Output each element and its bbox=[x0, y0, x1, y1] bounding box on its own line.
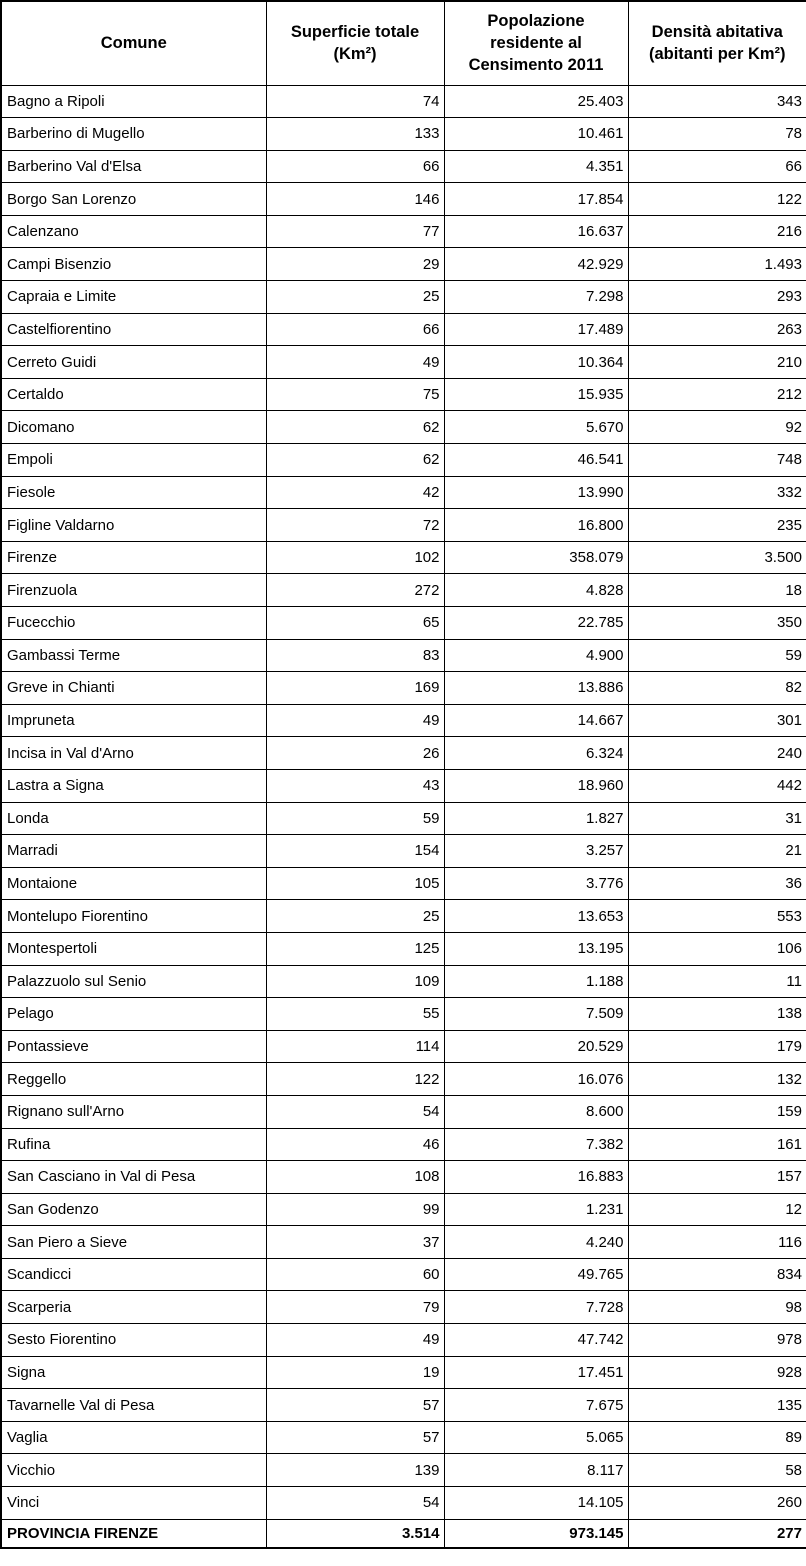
cell-superficie-totale: 272 bbox=[266, 574, 444, 607]
cell-densita: 1.493 bbox=[628, 248, 806, 281]
cell-superficie-totale: 19 bbox=[266, 1356, 444, 1389]
table-row bbox=[1, 541, 806, 574]
cell-popolazione: 15.935 bbox=[444, 378, 628, 411]
cell-comune: Scandicci bbox=[1, 1258, 266, 1291]
cell-densita: 442 bbox=[628, 769, 806, 802]
cell-popolazione: 46.541 bbox=[444, 444, 628, 477]
cell-densita: 21 bbox=[628, 835, 806, 868]
cell-superficie-totale: 57 bbox=[266, 1421, 444, 1454]
cell-popolazione: 16.800 bbox=[444, 509, 628, 542]
cell-popolazione: 20.529 bbox=[444, 1030, 628, 1063]
table-row bbox=[1, 118, 806, 151]
cell-total-popolazione: 973.145 bbox=[444, 1519, 628, 1548]
table-row bbox=[1, 378, 806, 411]
cell-superficie-totale: 169 bbox=[266, 672, 444, 705]
cell-popolazione: 14.105 bbox=[444, 1487, 628, 1520]
cell-densita: 89 bbox=[628, 1421, 806, 1454]
cell-popolazione: 1.827 bbox=[444, 802, 628, 835]
cell-superficie-totale: 65 bbox=[266, 607, 444, 640]
header-label: Comune bbox=[100, 34, 167, 53]
cell-popolazione: 8.600 bbox=[444, 1095, 628, 1128]
cell-superficie-totale: 79 bbox=[266, 1291, 444, 1324]
table-row bbox=[1, 965, 806, 998]
cell-densita: 301 bbox=[628, 704, 806, 737]
table-row bbox=[1, 444, 806, 477]
table-row bbox=[1, 1226, 806, 1259]
table-row bbox=[1, 509, 806, 542]
cell-superficie-totale: 66 bbox=[266, 150, 444, 183]
table-row bbox=[1, 1128, 806, 1161]
cell-superficie-totale: 108 bbox=[266, 1161, 444, 1194]
cell-comune: Montespertoli bbox=[1, 932, 266, 965]
table-row bbox=[1, 835, 806, 868]
cell-superficie-totale: 109 bbox=[266, 965, 444, 998]
cell-superficie-totale: 29 bbox=[266, 248, 444, 281]
cell-popolazione: 7.509 bbox=[444, 998, 628, 1031]
cell-densita: 179 bbox=[628, 1030, 806, 1063]
cell-densita: 3.500 bbox=[628, 541, 806, 574]
table-row bbox=[1, 183, 806, 216]
table-row bbox=[1, 313, 806, 346]
cell-densita: 92 bbox=[628, 411, 806, 444]
cell-superficie-totale: 59 bbox=[266, 802, 444, 835]
cell-popolazione: 25.403 bbox=[444, 85, 628, 118]
cell-superficie-totale: 49 bbox=[266, 1324, 444, 1357]
cell-popolazione: 5.670 bbox=[444, 411, 628, 444]
cell-comune: Reggello bbox=[1, 1063, 266, 1096]
cell-comune: San Godenzo bbox=[1, 1193, 266, 1226]
cell-comune: Barberino Val d'Elsa bbox=[1, 150, 266, 183]
cell-comune: Palazzuolo sul Senio bbox=[1, 965, 266, 998]
cell-comune: Impruneta bbox=[1, 704, 266, 737]
cell-comune: Lastra a Signa bbox=[1, 769, 266, 802]
cell-superficie-totale: 83 bbox=[266, 639, 444, 672]
cell-popolazione: 47.742 bbox=[444, 1324, 628, 1357]
cell-popolazione: 49.765 bbox=[444, 1258, 628, 1291]
cell-comune: Capraia e Limite bbox=[1, 281, 266, 314]
cell-comune: Marradi bbox=[1, 835, 266, 868]
table-row bbox=[1, 639, 806, 672]
cell-densita: 59 bbox=[628, 639, 806, 672]
cell-popolazione: 17.854 bbox=[444, 183, 628, 216]
table-row bbox=[1, 867, 806, 900]
cell-densita: 12 bbox=[628, 1193, 806, 1226]
cell-comune: Gambassi Terme bbox=[1, 639, 266, 672]
cell-comune: Campi Bisenzio bbox=[1, 248, 266, 281]
cell-comune: Scarperia bbox=[1, 1291, 266, 1324]
cell-superficie-totale: 154 bbox=[266, 835, 444, 868]
cell-densita: 36 bbox=[628, 867, 806, 900]
header-row bbox=[1, 1, 806, 85]
cell-comune: Signa bbox=[1, 1356, 266, 1389]
table-row bbox=[1, 215, 806, 248]
cell-superficie-totale: 62 bbox=[266, 444, 444, 477]
cell-popolazione: 3.257 bbox=[444, 835, 628, 868]
cell-popolazione: 13.886 bbox=[444, 672, 628, 705]
header-label: (Km²) bbox=[333, 45, 377, 64]
header-label: Censimento 2011 bbox=[468, 56, 604, 75]
cell-superficie-totale: 46 bbox=[266, 1128, 444, 1161]
cell-popolazione: 1.231 bbox=[444, 1193, 628, 1226]
cell-densita: 132 bbox=[628, 1063, 806, 1096]
table-row bbox=[1, 998, 806, 1031]
header-label: residente al bbox=[490, 34, 582, 53]
cell-densita: 161 bbox=[628, 1128, 806, 1161]
cell-superficie-totale: 37 bbox=[266, 1226, 444, 1259]
cell-popolazione: 7.382 bbox=[444, 1128, 628, 1161]
cell-densita: 157 bbox=[628, 1161, 806, 1194]
cell-densita: 235 bbox=[628, 509, 806, 542]
cell-densita: 82 bbox=[628, 672, 806, 705]
cell-comune: Barberino di Mugello bbox=[1, 118, 266, 151]
cell-popolazione: 4.351 bbox=[444, 150, 628, 183]
cell-comune: Firenze bbox=[1, 541, 266, 574]
cell-comune: Empoli bbox=[1, 444, 266, 477]
cell-comune: Vaglia bbox=[1, 1421, 266, 1454]
cell-popolazione: 13.990 bbox=[444, 476, 628, 509]
table-row bbox=[1, 1487, 806, 1520]
table-row bbox=[1, 1193, 806, 1226]
table-body bbox=[1, 85, 806, 1519]
cell-superficie-totale: 77 bbox=[266, 215, 444, 248]
table-header bbox=[1, 1, 806, 85]
table-row bbox=[1, 85, 806, 118]
table-row bbox=[1, 281, 806, 314]
table-row bbox=[1, 737, 806, 770]
cell-superficie-totale: 66 bbox=[266, 313, 444, 346]
table-row bbox=[1, 1063, 806, 1096]
cell-densita: 210 bbox=[628, 346, 806, 379]
cell-superficie-totale: 60 bbox=[266, 1258, 444, 1291]
table-row bbox=[1, 932, 806, 965]
cell-popolazione: 16.076 bbox=[444, 1063, 628, 1096]
cell-superficie-totale: 26 bbox=[266, 737, 444, 770]
cell-densita: 159 bbox=[628, 1095, 806, 1128]
cell-densita: 122 bbox=[628, 183, 806, 216]
cell-densita: 78 bbox=[628, 118, 806, 151]
cell-popolazione: 10.461 bbox=[444, 118, 628, 151]
cell-comune: Rignano sull'Arno bbox=[1, 1095, 266, 1128]
cell-densita: 834 bbox=[628, 1258, 806, 1291]
column-header-popolazione bbox=[444, 1, 628, 85]
cell-comune: Montelupo Fiorentino bbox=[1, 900, 266, 933]
cell-comune: Londa bbox=[1, 802, 266, 835]
cell-popolazione: 14.667 bbox=[444, 704, 628, 737]
cell-superficie-totale: 49 bbox=[266, 346, 444, 379]
cell-comune: Tavarnelle Val di Pesa bbox=[1, 1389, 266, 1422]
cell-superficie-totale: 25 bbox=[266, 281, 444, 314]
table-row bbox=[1, 1324, 806, 1357]
cell-densita: 332 bbox=[628, 476, 806, 509]
cell-densita: 31 bbox=[628, 802, 806, 835]
cell-popolazione: 16.883 bbox=[444, 1161, 628, 1194]
cell-superficie-totale: 75 bbox=[266, 378, 444, 411]
table-row bbox=[1, 802, 806, 835]
cell-superficie-totale: 114 bbox=[266, 1030, 444, 1063]
cell-comune: Dicomano bbox=[1, 411, 266, 444]
cell-popolazione: 42.929 bbox=[444, 248, 628, 281]
header-label: Densità abitativa bbox=[651, 22, 783, 41]
cell-popolazione: 17.451 bbox=[444, 1356, 628, 1389]
cell-popolazione: 4.240 bbox=[444, 1226, 628, 1259]
cell-popolazione: 1.188 bbox=[444, 965, 628, 998]
cell-densita: 978 bbox=[628, 1324, 806, 1357]
cell-comune: San Casciano in Val di Pesa bbox=[1, 1161, 266, 1194]
cell-popolazione: 5.065 bbox=[444, 1421, 628, 1454]
cell-popolazione: 17.489 bbox=[444, 313, 628, 346]
cell-comune: Montaione bbox=[1, 867, 266, 900]
cell-comune: Pelago bbox=[1, 998, 266, 1031]
cell-densita: 18 bbox=[628, 574, 806, 607]
cell-popolazione: 6.324 bbox=[444, 737, 628, 770]
table-row bbox=[1, 1454, 806, 1487]
cell-popolazione: 10.364 bbox=[444, 346, 628, 379]
header-label: Superficie totale bbox=[290, 22, 420, 41]
cell-comune: Castelfiorentino bbox=[1, 313, 266, 346]
table-row bbox=[1, 1030, 806, 1063]
cell-total-label: PROVINCIA FIRENZE bbox=[1, 1519, 266, 1548]
table-row bbox=[1, 1291, 806, 1324]
cell-total-densita: 277 bbox=[628, 1519, 806, 1548]
column-header-comune bbox=[1, 1, 266, 85]
cell-comune: San Piero a Sieve bbox=[1, 1226, 266, 1259]
column-header-superficie-totale bbox=[266, 1, 444, 85]
cell-comune: Firenzuola bbox=[1, 574, 266, 607]
cell-comune: Rufina bbox=[1, 1128, 266, 1161]
cell-popolazione: 13.653 bbox=[444, 900, 628, 933]
cell-superficie-totale: 146 bbox=[266, 183, 444, 216]
cell-superficie-totale: 74 bbox=[266, 85, 444, 118]
cell-comune: Greve in Chianti bbox=[1, 672, 266, 705]
table-row bbox=[1, 672, 806, 705]
table-row bbox=[1, 1161, 806, 1194]
cell-densita: 98 bbox=[628, 1291, 806, 1324]
cell-densita: 350 bbox=[628, 607, 806, 640]
cell-superficie-totale: 133 bbox=[266, 118, 444, 151]
cell-popolazione: 22.785 bbox=[444, 607, 628, 640]
cell-comune: Fiesole bbox=[1, 476, 266, 509]
cell-superficie-totale: 62 bbox=[266, 411, 444, 444]
cell-densita: 928 bbox=[628, 1356, 806, 1389]
cell-comune: Sesto Fiorentino bbox=[1, 1324, 266, 1357]
cell-superficie-totale: 55 bbox=[266, 998, 444, 1031]
cell-densita: 11 bbox=[628, 965, 806, 998]
cell-comune: Figline Valdarno bbox=[1, 509, 266, 542]
cell-popolazione: 16.637 bbox=[444, 215, 628, 248]
cell-densita: 138 bbox=[628, 998, 806, 1031]
table-row bbox=[1, 574, 806, 607]
cell-densita: 748 bbox=[628, 444, 806, 477]
cell-popolazione: 358.079 bbox=[444, 541, 628, 574]
cell-popolazione: 7.298 bbox=[444, 281, 628, 314]
table-row bbox=[1, 1095, 806, 1128]
cell-densita: 116 bbox=[628, 1226, 806, 1259]
cell-popolazione: 8.117 bbox=[444, 1454, 628, 1487]
cell-superficie-totale: 72 bbox=[266, 509, 444, 542]
cell-densita: 216 bbox=[628, 215, 806, 248]
cell-superficie-totale: 42 bbox=[266, 476, 444, 509]
table-row bbox=[1, 411, 806, 444]
cell-superficie-totale: 99 bbox=[266, 1193, 444, 1226]
column-header-densita bbox=[628, 1, 806, 85]
cell-superficie-totale: 54 bbox=[266, 1487, 444, 1520]
table-row bbox=[1, 1356, 806, 1389]
cell-superficie-totale: 125 bbox=[266, 932, 444, 965]
cell-superficie-totale: 25 bbox=[266, 900, 444, 933]
cell-comune: Certaldo bbox=[1, 378, 266, 411]
cell-comune: Bagno a Ripoli bbox=[1, 85, 266, 118]
cell-superficie-totale: 57 bbox=[266, 1389, 444, 1422]
cell-superficie-totale: 54 bbox=[266, 1095, 444, 1128]
cell-superficie-totale: 43 bbox=[266, 769, 444, 802]
table-footer bbox=[1, 1519, 806, 1548]
cell-popolazione: 4.900 bbox=[444, 639, 628, 672]
table-row bbox=[1, 150, 806, 183]
table-row bbox=[1, 769, 806, 802]
cell-comune: Pontassieve bbox=[1, 1030, 266, 1063]
cell-densita: 343 bbox=[628, 85, 806, 118]
table-row bbox=[1, 900, 806, 933]
table-row bbox=[1, 346, 806, 379]
cell-comune: Cerreto Guidi bbox=[1, 346, 266, 379]
header-label: (abitanti per Km²) bbox=[648, 45, 786, 64]
cell-popolazione: 7.728 bbox=[444, 1291, 628, 1324]
total-row bbox=[1, 1519, 806, 1548]
cell-popolazione: 7.675 bbox=[444, 1389, 628, 1422]
cell-comune: Fucecchio bbox=[1, 607, 266, 640]
cell-densita: 66 bbox=[628, 150, 806, 183]
table-row bbox=[1, 607, 806, 640]
cell-densita: 263 bbox=[628, 313, 806, 346]
cell-popolazione: 18.960 bbox=[444, 769, 628, 802]
cell-superficie-totale: 139 bbox=[266, 1454, 444, 1487]
cell-densita: 106 bbox=[628, 932, 806, 965]
cell-densita: 293 bbox=[628, 281, 806, 314]
cell-comune: Borgo San Lorenzo bbox=[1, 183, 266, 216]
cell-densita: 260 bbox=[628, 1487, 806, 1520]
cell-superficie-totale: 122 bbox=[266, 1063, 444, 1096]
cell-popolazione: 3.776 bbox=[444, 867, 628, 900]
cell-superficie-totale: 102 bbox=[266, 541, 444, 574]
table-row bbox=[1, 1389, 806, 1422]
table-row bbox=[1, 248, 806, 281]
header-label: Popolazione bbox=[487, 11, 585, 30]
cell-comune: Vinci bbox=[1, 1487, 266, 1520]
cell-densita: 553 bbox=[628, 900, 806, 933]
cell-densita: 58 bbox=[628, 1454, 806, 1487]
cell-popolazione: 4.828 bbox=[444, 574, 628, 607]
cell-total-superficie: 3.514 bbox=[266, 1519, 444, 1548]
table-row bbox=[1, 1258, 806, 1291]
cell-popolazione: 13.195 bbox=[444, 932, 628, 965]
cell-densita: 135 bbox=[628, 1389, 806, 1422]
table-row bbox=[1, 1421, 806, 1454]
cell-comune: Vicchio bbox=[1, 1454, 266, 1487]
table-row bbox=[1, 704, 806, 737]
cell-comune: Incisa in Val d'Arno bbox=[1, 737, 266, 770]
cell-densita: 212 bbox=[628, 378, 806, 411]
cell-superficie-totale: 49 bbox=[266, 704, 444, 737]
table-row bbox=[1, 476, 806, 509]
cell-comune: Calenzano bbox=[1, 215, 266, 248]
cell-superficie-totale: 105 bbox=[266, 867, 444, 900]
cell-densita: 240 bbox=[628, 737, 806, 770]
